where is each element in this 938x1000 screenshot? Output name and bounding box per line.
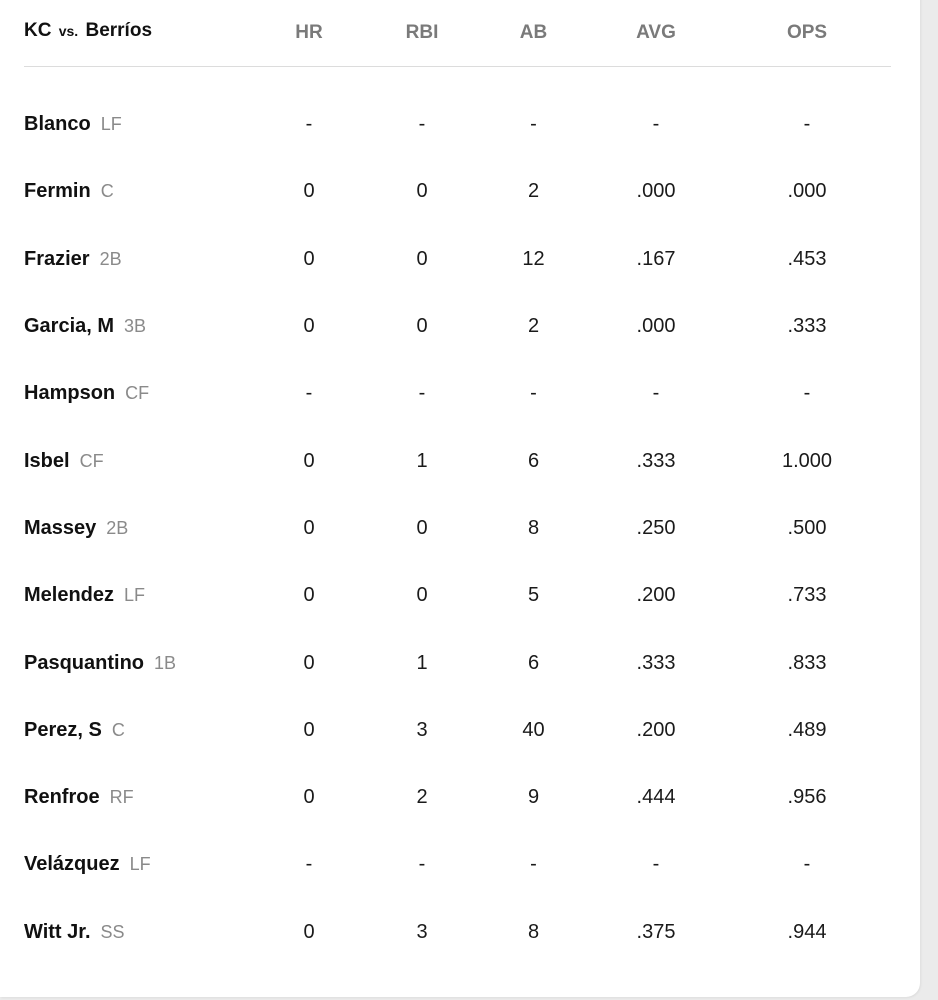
table-row	[24, 91, 891, 158]
player-name[interactable]: Blanco	[24, 113, 91, 136]
player-name[interactable]: Garcia, M	[24, 315, 115, 338]
player-name[interactable]: Perez, S	[24, 718, 102, 741]
ab-value: 6	[527, 449, 540, 472]
player-position: LF	[129, 854, 151, 875]
ab-value: 8	[527, 516, 540, 539]
player-cell	[24, 427, 252, 494]
ops-value: -	[803, 382, 811, 405]
versus-label: vs.	[58, 23, 79, 39]
column-header-avg[interactable]: AVG	[589, 0, 723, 67]
table-row	[24, 495, 891, 562]
team-abbreviation: KC	[24, 20, 52, 41]
rbi-value: -	[418, 853, 426, 876]
ops-value: .333	[787, 315, 827, 338]
player-name[interactable]: Witt Jr.	[24, 920, 91, 943]
hr-value: 0	[303, 718, 315, 741]
hr-value: 0	[303, 920, 315, 943]
rbi-value: 0	[416, 247, 428, 270]
player-cell	[24, 562, 252, 629]
player-name[interactable]: Massey	[24, 516, 97, 539]
player-cell	[24, 831, 252, 898]
hr-value: -	[305, 113, 313, 136]
avg-value: -	[652, 853, 660, 876]
table-row	[24, 764, 891, 831]
ab-value: 8	[527, 920, 540, 943]
player-cell	[24, 158, 252, 225]
table-row	[24, 629, 891, 696]
table-row	[24, 899, 891, 966]
hr-value: 0	[303, 651, 315, 674]
hr-value: 0	[303, 786, 315, 809]
table-row	[24, 360, 891, 427]
spacer-cell	[24, 67, 891, 92]
matchup-heading	[24, 0, 252, 67]
player-position: 1B	[154, 652, 177, 673]
player-cell	[24, 697, 252, 764]
ab-value: 5	[527, 584, 540, 607]
ops-value: .733	[787, 584, 827, 607]
avg-value: .375	[636, 920, 676, 943]
player-cell	[24, 764, 252, 831]
avg-value: .000	[636, 180, 676, 203]
rbi-value: 0	[416, 180, 428, 203]
ab-value: 2	[527, 315, 540, 338]
table-header-row	[24, 0, 891, 67]
batter-vs-pitcher-table	[24, 0, 891, 966]
ab-value: 6	[527, 651, 540, 674]
avg-value: .444	[636, 786, 676, 809]
rbi-value: 1	[416, 651, 428, 674]
avg-value: .333	[636, 651, 676, 674]
ops-value: .000	[787, 180, 827, 203]
player-name[interactable]: Melendez	[24, 584, 115, 607]
column-header-hr[interactable]: HR	[252, 0, 366, 67]
ab-value: 40	[522, 718, 545, 741]
hr-value: 0	[303, 516, 315, 539]
ops-value: .944	[787, 920, 827, 943]
ops-value: 1.000	[781, 449, 833, 472]
player-name[interactable]: Fermin	[24, 180, 91, 203]
player-cell	[24, 293, 252, 360]
table-spacer	[24, 67, 891, 92]
ab-value: 12	[522, 247, 545, 270]
ab-value: -	[530, 113, 537, 136]
player-cell	[24, 360, 252, 427]
column-header-ab[interactable]: AB	[478, 0, 589, 67]
player-position: C	[100, 181, 114, 202]
table-row	[24, 697, 891, 764]
hr-value: 0	[303, 315, 315, 338]
table-row	[24, 158, 891, 225]
table-row	[24, 831, 891, 898]
hr-value: -	[305, 853, 313, 876]
player-position: 2B	[99, 248, 122, 269]
player-name[interactable]: Frazier	[24, 247, 90, 270]
hr-value: 0	[303, 584, 315, 607]
player-position: CF	[125, 383, 150, 404]
player-position: LF	[124, 585, 146, 606]
player-cell	[24, 226, 252, 293]
player-name[interactable]: Isbel	[24, 449, 70, 472]
ops-value: .833	[787, 651, 827, 674]
rbi-value: 3	[416, 920, 428, 943]
avg-value: -	[652, 113, 660, 136]
table-row	[24, 562, 891, 629]
table-row	[24, 427, 891, 494]
rbi-value: 3	[416, 718, 428, 741]
player-name[interactable]: Pasquantino	[24, 651, 145, 674]
column-header-ops[interactable]: OPS	[723, 0, 891, 67]
ops-value: -	[803, 113, 811, 136]
ops-value: .489	[787, 718, 827, 741]
player-cell	[24, 495, 252, 562]
rbi-value: -	[418, 382, 426, 405]
hr-value: -	[305, 382, 313, 405]
table-body	[24, 67, 891, 966]
avg-value: .250	[636, 516, 676, 539]
rbi-value: 1	[416, 449, 428, 472]
player-cell	[24, 899, 252, 966]
ops-value: -	[803, 853, 811, 876]
rbi-value: 0	[416, 584, 428, 607]
rbi-value: -	[418, 113, 426, 136]
ab-value: 2	[527, 180, 540, 203]
table-row	[24, 226, 891, 293]
ab-value: 9	[527, 786, 540, 809]
player-cell	[24, 91, 252, 158]
ops-value: .956	[787, 786, 827, 809]
rbi-value: 0	[416, 315, 428, 338]
avg-value: .000	[636, 315, 676, 338]
player-position: 2B	[106, 517, 129, 538]
column-header-rbi[interactable]: RBI	[366, 0, 478, 67]
ops-value: .500	[787, 516, 827, 539]
player-name[interactable]: Velázquez	[24, 853, 120, 876]
player-position: SS	[100, 921, 125, 942]
avg-value: .167	[636, 247, 676, 270]
hr-value: 0	[303, 180, 315, 203]
player-name[interactable]: Hampson	[24, 382, 116, 405]
ops-value: .453	[787, 247, 827, 270]
player-name[interactable]: Renfroe	[24, 786, 100, 809]
table-row	[24, 293, 891, 360]
avg-value: .200	[636, 718, 676, 741]
hr-value: 0	[303, 449, 315, 472]
player-position: C	[111, 719, 125, 740]
ab-value: -	[530, 382, 537, 405]
hr-value: 0	[303, 247, 315, 270]
player-cell	[24, 629, 252, 696]
avg-value: .200	[636, 584, 676, 607]
avg-value: -	[652, 382, 660, 405]
player-position: LF	[100, 114, 122, 135]
ab-value: -	[530, 853, 537, 876]
pitcher-name: Berríos	[85, 20, 153, 41]
player-position: 3B	[124, 316, 147, 337]
rbi-value: 0	[416, 516, 428, 539]
player-position: RF	[109, 787, 134, 808]
rbi-value: 2	[416, 786, 428, 809]
avg-value: .333	[636, 449, 676, 472]
player-position: CF	[79, 450, 104, 471]
